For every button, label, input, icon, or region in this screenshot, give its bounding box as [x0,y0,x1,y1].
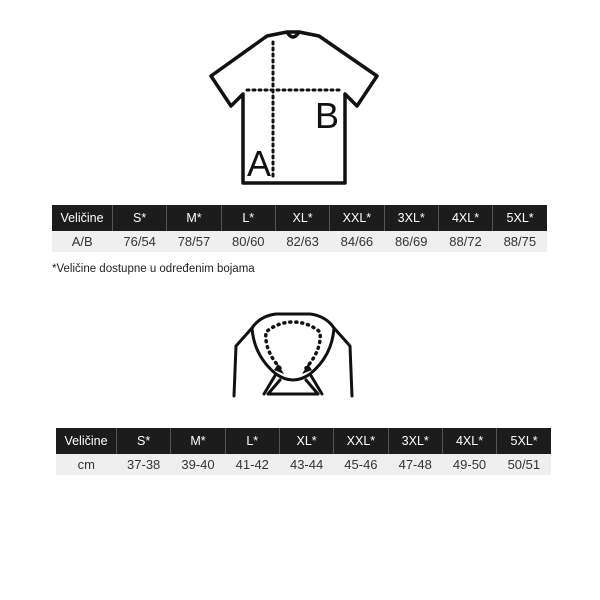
table-cell: 84/66 [330,231,384,252]
table-cell: 47-48 [388,454,442,475]
shirt-size-table [52,205,547,252]
availability-note: *Veličine dostupne u određenim bojama [52,263,255,275]
column-header: M* [171,428,225,454]
column-header: 3XL* [388,428,442,454]
column-header: 5XL* [497,428,551,454]
column-header: XL* [279,428,333,454]
label-a: A [247,143,272,184]
table-header-row [56,428,551,454]
column-header: S* [117,428,171,454]
collar-measurement-line [266,322,320,368]
column-header: S* [113,205,167,231]
column-header: 4XL* [438,205,492,231]
column-header: Veličine [52,205,113,231]
column-header: L* [221,205,275,231]
table-cell: 82/63 [275,231,329,252]
table-cell: 41-42 [225,454,279,475]
collar-size-table [56,428,551,475]
column-header: Veličine [56,428,117,454]
table-cell: 88/72 [438,231,492,252]
table-cell: 49-50 [442,454,496,475]
table-cell: cm [56,454,117,475]
column-header: 5XL* [493,205,547,231]
table-row [56,454,551,475]
column-header: XXL* [330,205,384,231]
table-cell: 78/57 [167,231,221,252]
table-cell: 43-44 [279,454,333,475]
column-header: M* [167,205,221,231]
collar-outline [234,314,352,396]
label-b: B [315,95,340,136]
column-header: L* [225,428,279,454]
column-header: XL* [275,205,329,231]
table-cell: 45-46 [334,454,388,475]
column-header: 3XL* [384,205,438,231]
shirt-outline [211,32,377,183]
table-row [52,231,547,252]
table-cell: 88/75 [493,231,547,252]
collar-measurement-illustration [228,306,358,400]
table-cell: 76/54 [113,231,167,252]
table-cell: 50/51 [497,454,551,475]
table-header-row [52,205,547,231]
table-cell: 86/69 [384,231,438,252]
table-cell: A/B [52,231,113,252]
table-cell: 37-38 [117,454,171,475]
shirt-measurement-illustration [205,28,383,190]
table-cell: 39-40 [171,454,225,475]
column-header: XXL* [334,428,388,454]
column-header: 4XL* [442,428,496,454]
table-cell: 80/60 [221,231,275,252]
